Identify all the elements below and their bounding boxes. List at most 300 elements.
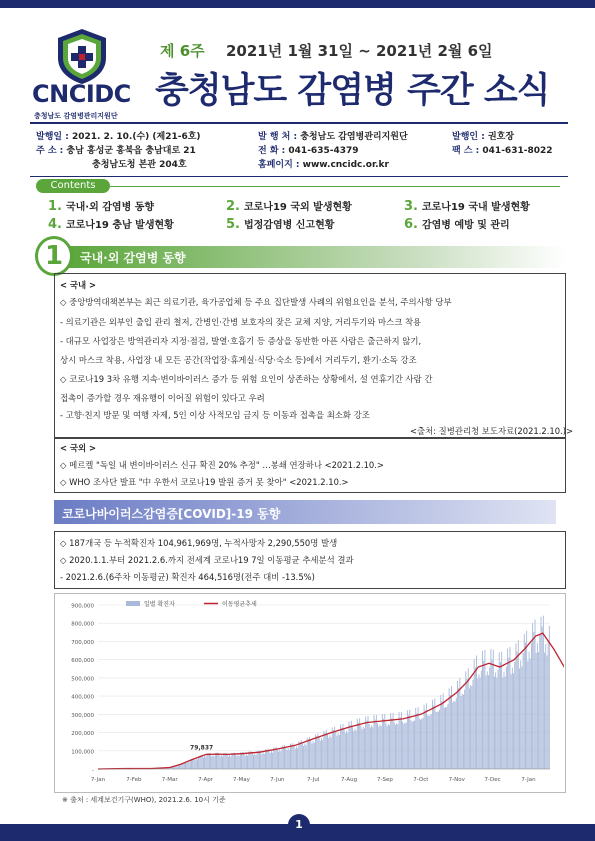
daily-case-bar — [222, 756, 223, 769]
daily-case-bar — [280, 751, 281, 769]
daily-case-bar — [513, 673, 514, 769]
domestic-line: ◇ 코로나19 3차 유행 지속·변이바이러스 증가 등 위험 요인이 상존하는 상황에서, 설 연휴기간 사람 간 — [60, 374, 433, 384]
daily-case-bar — [468, 668, 469, 769]
daily-case-bar — [520, 660, 521, 769]
domestic-line: - 의료기관은 외부인 출입 관리 철저, 간병인·간병 보호자의 잦은 교체 지양, 거리두기와 마스크 착용 — [60, 317, 422, 327]
daily-case-bar — [440, 695, 441, 769]
daily-case-bar — [432, 700, 433, 769]
daily-case-bar — [341, 727, 342, 769]
daily-case-bar — [327, 734, 328, 769]
daily-case-bar — [257, 751, 258, 769]
legend-label-daily: 일별 확진자 — [144, 601, 175, 608]
daily-case-bar — [351, 721, 352, 769]
daily-case-bar — [298, 741, 299, 769]
covid-chart — [54, 593, 564, 791]
daily-case-bar — [193, 758, 194, 769]
daily-case-bar — [442, 701, 443, 769]
daily-case-bar — [255, 755, 256, 769]
overseas-line[interactable]: ◇ WHO 조사단 발표 "中 우한서 코로나19 발원 증거 못 찾아" <2021.2.10.> — [60, 477, 349, 487]
daily-case-bar — [265, 749, 266, 769]
contents-item-2[interactable]: 2. 코로나19 국외 발생현황 — [226, 199, 352, 214]
daily-case-bar — [300, 742, 301, 769]
daily-case-bar — [438, 712, 439, 769]
daily-case-bar — [258, 751, 259, 769]
daily-case-bar — [458, 688, 459, 769]
section-2-title: 코로나바이러스감염증[COVID]-19 동향 — [62, 507, 281, 521]
daily-case-bar — [510, 647, 511, 769]
daily-case-bar — [335, 732, 336, 769]
daily-case-bar — [359, 718, 360, 769]
daily-case-bar — [201, 755, 202, 769]
contents-item-5[interactable]: 5. 법정감염병 신고현황 — [226, 217, 335, 232]
daily-case-bar — [319, 737, 320, 769]
daily-case-bar — [325, 733, 326, 769]
daily-case-bar — [328, 738, 329, 769]
logo-text: CNCIDC — [32, 80, 131, 108]
daily-case-bar — [445, 707, 446, 769]
daily-case-bar — [531, 643, 532, 769]
section-1-number: 1 — [35, 236, 73, 276]
daily-case-bar — [307, 738, 308, 769]
daily-case-bar — [407, 710, 408, 769]
daily-case-bar — [372, 727, 373, 769]
daily-case-bar — [276, 747, 277, 769]
fax-row: 팩 스 : 041-631-8022 — [452, 146, 553, 156]
daily-case-bar — [213, 755, 214, 769]
daily-case-bar — [259, 750, 260, 769]
daily-case-bar — [400, 717, 401, 769]
daily-case-bar — [224, 753, 225, 769]
daily-case-bar — [487, 672, 488, 769]
daily-case-bar — [499, 652, 500, 769]
daily-case-bar — [358, 723, 359, 769]
daily-case-bar — [484, 650, 485, 769]
daily-case-bar — [405, 723, 406, 769]
daily-case-bar — [285, 747, 286, 769]
daily-case-bar — [364, 728, 365, 769]
daily-case-bar — [245, 756, 246, 769]
daily-case-bar — [232, 753, 233, 769]
legend-label-trend: 이동평균추세 — [222, 601, 257, 608]
page-number: 1 — [288, 814, 310, 836]
daily-case-bar — [434, 698, 435, 769]
daily-case-bar — [344, 729, 345, 769]
daily-case-bar — [203, 757, 204, 769]
daily-case-bar — [502, 677, 503, 769]
daily-case-bar — [498, 670, 499, 769]
daily-case-bar — [546, 655, 547, 769]
daily-case-bar — [402, 722, 403, 769]
daily-case-bar — [334, 727, 335, 769]
daily-case-bar — [475, 667, 476, 769]
daily-case-bar — [519, 669, 520, 769]
daily-case-bar — [286, 750, 287, 769]
daily-case-bar — [493, 650, 494, 769]
daily-case-bar — [514, 662, 515, 769]
daily-case-bar — [205, 757, 206, 769]
daily-case-bar — [291, 745, 292, 769]
daily-case-bar — [507, 649, 508, 769]
daily-case-bar — [446, 707, 447, 769]
daily-case-bar — [333, 730, 334, 769]
daily-case-bar — [309, 737, 310, 769]
daily-case-bar — [548, 640, 549, 769]
daily-case-bar — [366, 721, 367, 769]
daily-case-bar — [505, 677, 506, 769]
daily-case-bar — [443, 693, 444, 769]
y-tick-label: 800,000 — [71, 621, 94, 628]
domestic-line: ◇ 중앙방역대책본부는 최근 의료기관, 육가공업체 등 주요 집단발생 사례의 위험요인을 분석, 주의사항 당부 — [60, 297, 452, 307]
daily-case-bar — [263, 752, 264, 769]
legend-swatch-daily — [126, 601, 140, 606]
daily-case-bar — [538, 652, 539, 769]
daily-case-bar — [384, 714, 385, 769]
daily-case-bar — [346, 731, 347, 769]
daily-case-bar — [197, 759, 198, 769]
daily-case-bar — [427, 715, 428, 769]
y-tick-label: 700,000 — [71, 639, 94, 646]
daily-case-bar — [340, 725, 341, 769]
y-tick-label: 300,000 — [71, 712, 94, 719]
daily-case-bar — [425, 710, 426, 769]
y-tick-label: 500,000 — [71, 676, 94, 683]
daily-case-bar — [343, 724, 344, 769]
daily-case-bar — [240, 752, 241, 769]
peak-annotation: 79,837 — [190, 744, 214, 752]
daily-case-bar — [223, 753, 224, 769]
daily-case-bar — [329, 735, 330, 769]
daily-case-bar — [481, 671, 482, 769]
daily-case-bar — [530, 659, 531, 769]
daily-case-bar — [284, 745, 285, 769]
daily-case-bar — [416, 713, 417, 769]
daily-case-bar — [426, 703, 427, 769]
daily-case-bar — [310, 740, 311, 769]
daily-case-bar — [431, 714, 432, 769]
daily-case-bar — [536, 653, 537, 769]
daily-case-bar — [495, 672, 496, 769]
daily-case-bar — [260, 751, 261, 769]
daily-case-bar — [332, 727, 333, 769]
x-tick-label: 7-Nov — [448, 777, 465, 783]
daily-case-bar — [196, 759, 197, 769]
daily-case-bar — [254, 753, 255, 769]
daily-case-bar — [252, 752, 253, 769]
daily-case-bar — [267, 749, 268, 769]
x-tick-label: 7-Apr — [198, 777, 214, 783]
daily-case-bar — [515, 643, 516, 769]
daily-case-bar — [430, 715, 431, 769]
daily-case-bar — [420, 720, 421, 769]
daily-case-bar — [204, 756, 205, 769]
daily-case-bar — [412, 722, 413, 769]
daily-case-bar — [316, 736, 317, 769]
daily-case-bar — [496, 678, 497, 769]
daily-case-bar — [272, 753, 273, 769]
daily-case-bar — [354, 728, 355, 769]
homepage-row: 홈페이지 : www.cncidc.or.kr — [258, 160, 389, 170]
daily-case-bar — [363, 727, 364, 769]
address-row: 주 소 : 충남 홍성군 홍북읍 충남대로 21 — [36, 146, 196, 156]
daily-case-bar — [455, 701, 456, 769]
daily-case-bar — [234, 753, 235, 769]
daily-case-bar — [301, 740, 302, 769]
daily-case-bar — [409, 710, 410, 769]
daily-case-bar — [539, 635, 540, 769]
daily-case-bar — [216, 753, 217, 769]
daily-case-bar — [403, 724, 404, 769]
x-tick-label: 7-Sep — [377, 777, 393, 783]
daily-case-bar — [331, 737, 332, 769]
daily-case-bar — [198, 756, 199, 769]
daily-case-bar — [187, 762, 188, 769]
y-tick-label: 100,000 — [71, 749, 94, 756]
daily-case-bar — [526, 631, 527, 769]
daily-case-bar — [308, 739, 309, 769]
daily-case-bar — [278, 752, 279, 769]
daily-case-bar — [271, 751, 272, 769]
daily-case-bar — [477, 679, 478, 769]
x-tick-label: 7-Mar — [161, 777, 178, 783]
daily-case-bar — [374, 715, 375, 769]
daily-case-bar — [279, 749, 280, 769]
daily-case-bar — [337, 736, 338, 769]
daily-case-bar — [269, 750, 270, 769]
daily-case-bar — [492, 660, 493, 769]
daily-case-bar — [490, 649, 491, 769]
daily-case-bar — [253, 755, 254, 769]
daily-case-bar — [418, 707, 419, 769]
daily-case-bar — [377, 723, 378, 769]
covid-summary-line: ◇ 2020.1.1.부터 2021.2.6.까지 전세계 코로나19 7일 이동평균 추세분석 결과 — [60, 555, 354, 565]
x-tick-label: 7-Jun — [270, 777, 285, 783]
daily-case-bar — [394, 722, 395, 769]
shield-logo-icon — [52, 26, 112, 86]
daily-case-bar — [350, 725, 351, 769]
daily-case-bar — [451, 686, 452, 769]
logo-subtitle: 충청남도 감염병관리지원단 — [34, 112, 118, 120]
contents-item-3[interactable]: 3. 코로나19 국내 발생현황 — [404, 199, 530, 214]
daily-case-bar — [391, 718, 392, 769]
daily-case-bar — [266, 750, 267, 769]
daily-case-bar — [211, 756, 212, 769]
daily-case-bar — [294, 745, 295, 769]
daily-case-bar — [406, 723, 407, 769]
daily-case-bar — [396, 723, 397, 769]
daily-case-bar — [375, 720, 376, 769]
daily-case-bar — [535, 620, 536, 769]
daily-case-bar — [395, 725, 396, 769]
daily-case-bar — [483, 661, 484, 769]
daily-case-bar — [275, 748, 276, 769]
daily-case-bar — [369, 724, 370, 769]
y-tick-label: 900,000 — [71, 603, 94, 610]
daily-case-bar — [202, 755, 203, 769]
contents-item-6[interactable]: 6. 감염병 예방 및 관리 — [404, 217, 510, 232]
daily-case-bar — [383, 719, 384, 769]
contents-label: Contents — [36, 179, 110, 193]
daily-case-bar — [422, 718, 423, 769]
daily-case-bar — [450, 695, 451, 769]
daily-case-bar — [524, 634, 525, 769]
daily-case-bar — [290, 744, 291, 769]
daily-case-bar — [527, 661, 528, 769]
daily-case-bar — [428, 716, 429, 769]
daily-case-bar — [376, 715, 377, 769]
daily-case-bar — [413, 721, 414, 769]
daily-case-bar — [463, 695, 464, 769]
x-tick-label: 7-Aug — [341, 777, 358, 783]
daily-case-bar — [537, 643, 538, 769]
daily-case-bar — [186, 763, 187, 769]
daily-case-bar — [356, 731, 357, 769]
daily-case-bar — [283, 746, 284, 769]
daily-case-bar — [365, 717, 366, 769]
daily-case-bar — [251, 751, 252, 769]
daily-case-bar — [473, 679, 474, 769]
daily-case-bar — [542, 626, 543, 769]
daily-case-bar — [459, 678, 460, 769]
daily-case-bar — [461, 696, 462, 769]
daily-case-bar — [239, 756, 240, 769]
daily-case-bar — [389, 725, 390, 769]
daily-case-bar — [368, 716, 369, 769]
daily-case-bar — [543, 616, 544, 769]
x-tick-label: 7-May — [233, 777, 250, 783]
daily-case-bar — [381, 726, 382, 769]
daily-case-bar — [464, 690, 465, 769]
daily-case-bar — [449, 688, 450, 769]
domestic-line: 접촉이 증가할 경우 재유행이 이어질 위험이 있다고 우려 — [60, 393, 265, 403]
covid-summary-line: ◇ 187개국 등 누적확진자 104,961,969명, 누적사망자 2,290,550명 발생 — [60, 538, 338, 548]
top-bar — [0, 0, 595, 8]
daily-case-bar — [411, 720, 412, 769]
daily-case-bar — [320, 741, 321, 769]
daily-case-bar — [457, 681, 458, 769]
daily-case-bar — [467, 679, 468, 769]
daily-case-bar — [226, 753, 227, 769]
daily-case-bar — [208, 753, 209, 769]
x-tick-label: 7-Jan — [521, 777, 536, 783]
header-divider — [30, 122, 568, 124]
y-tick-label: 600,000 — [71, 658, 94, 665]
daily-case-bar — [230, 756, 231, 769]
daily-case-bar — [178, 766, 179, 769]
daily-case-bar — [523, 653, 524, 769]
daily-case-bar — [270, 753, 271, 769]
daily-case-bar — [247, 756, 248, 769]
daily-case-bar — [544, 653, 545, 769]
daily-case-bar — [511, 674, 512, 769]
daily-case-bar — [456, 698, 457, 769]
daily-case-bar — [500, 662, 501, 769]
daily-case-bar — [322, 740, 323, 769]
daily-case-bar — [304, 743, 305, 769]
daily-case-bar — [228, 757, 229, 769]
daily-case-bar — [345, 733, 346, 769]
daily-case-bar — [419, 719, 420, 769]
info-divider — [30, 176, 568, 177]
date-range: 2021년 1월 31일 ~ 2021년 2월 6일 — [226, 42, 493, 60]
daily-case-bar — [541, 617, 542, 769]
daily-case-bar — [378, 727, 379, 769]
daily-case-bar — [292, 743, 293, 769]
daily-case-bar — [433, 706, 434, 769]
daily-case-bar — [371, 725, 372, 769]
daily-case-bar — [295, 749, 296, 769]
daily-case-bar — [248, 752, 249, 769]
contents-item-4[interactable]: 4. 코로나19 충남 발생현황 — [48, 217, 174, 232]
daily-case-bar — [447, 704, 448, 769]
daily-case-bar — [199, 756, 200, 769]
daily-case-bar — [338, 733, 339, 769]
daily-case-bar — [218, 753, 219, 769]
daily-case-bar — [303, 746, 304, 769]
y-tick-label: 200,000 — [71, 731, 94, 738]
contents-item-1[interactable]: 1. 국내·외 감염병 동향 — [48, 199, 155, 214]
daily-case-bar — [297, 748, 298, 769]
daily-case-bar — [217, 753, 218, 769]
issuer-row: 발행인 : 권호장 — [452, 132, 515, 142]
daily-case-bar — [306, 745, 307, 769]
daily-case-bar — [387, 726, 388, 769]
daily-case-bar — [478, 674, 479, 769]
daily-case-bar — [353, 731, 354, 769]
overseas-heading: < 국외 > — [60, 443, 97, 453]
daily-case-bar — [192, 759, 193, 769]
daily-case-bar — [529, 652, 530, 769]
chart-source: ※ 출처 : 세계보건기구(WHO), 2021.2.6. 10시 기준 — [62, 796, 226, 804]
daily-case-bar — [179, 765, 180, 769]
daily-case-bar — [506, 667, 507, 769]
daily-case-bar — [486, 676, 487, 769]
x-tick-label: 7-Feb — [126, 777, 142, 783]
daily-case-bar — [533, 632, 534, 769]
daily-case-bar — [315, 734, 316, 769]
covid-summary-line: - 2021.2.6.(6주차 이동평균) 확진자 464,516명(전주 대비 -13.5%) — [60, 572, 315, 582]
daily-case-bar — [512, 668, 513, 769]
daily-case-bar — [242, 752, 243, 769]
daily-case-bar — [209, 753, 210, 769]
daily-case-bar — [220, 756, 221, 769]
daily-case-bar — [357, 719, 358, 769]
daily-case-bar — [360, 725, 361, 769]
daily-case-bar — [229, 755, 230, 769]
daily-case-bar — [393, 713, 394, 769]
daily-case-bar — [397, 724, 398, 769]
overseas-line[interactable]: ◇ 메르켈 "독일 내 변이바이러스 신규 확진 20% 추정" …봉쇄 연장하나 <2021.2.10.> — [60, 460, 384, 470]
daily-case-bar — [210, 753, 211, 769]
daily-case-bar — [390, 713, 391, 769]
daily-case-bar — [277, 748, 278, 769]
daily-case-bar — [339, 735, 340, 769]
daily-case-bar — [382, 714, 383, 769]
daily-case-bar — [352, 727, 353, 769]
daily-case-bar — [238, 755, 239, 769]
daily-case-bar — [296, 746, 297, 769]
y-tick-label: 400,000 — [71, 694, 94, 701]
daily-case-bar — [408, 715, 409, 769]
daily-case-bar — [236, 756, 237, 769]
daily-case-bar — [471, 686, 472, 769]
daily-case-bar — [489, 668, 490, 769]
y-tick-label: - — [92, 767, 94, 774]
daily-case-bar — [314, 743, 315, 769]
x-tick-label: 7-Dec — [484, 777, 501, 783]
daily-case-bar — [545, 644, 546, 769]
address-row-2: 충청남도청 본관 204호 — [92, 160, 187, 170]
contents-rule — [110, 186, 560, 187]
